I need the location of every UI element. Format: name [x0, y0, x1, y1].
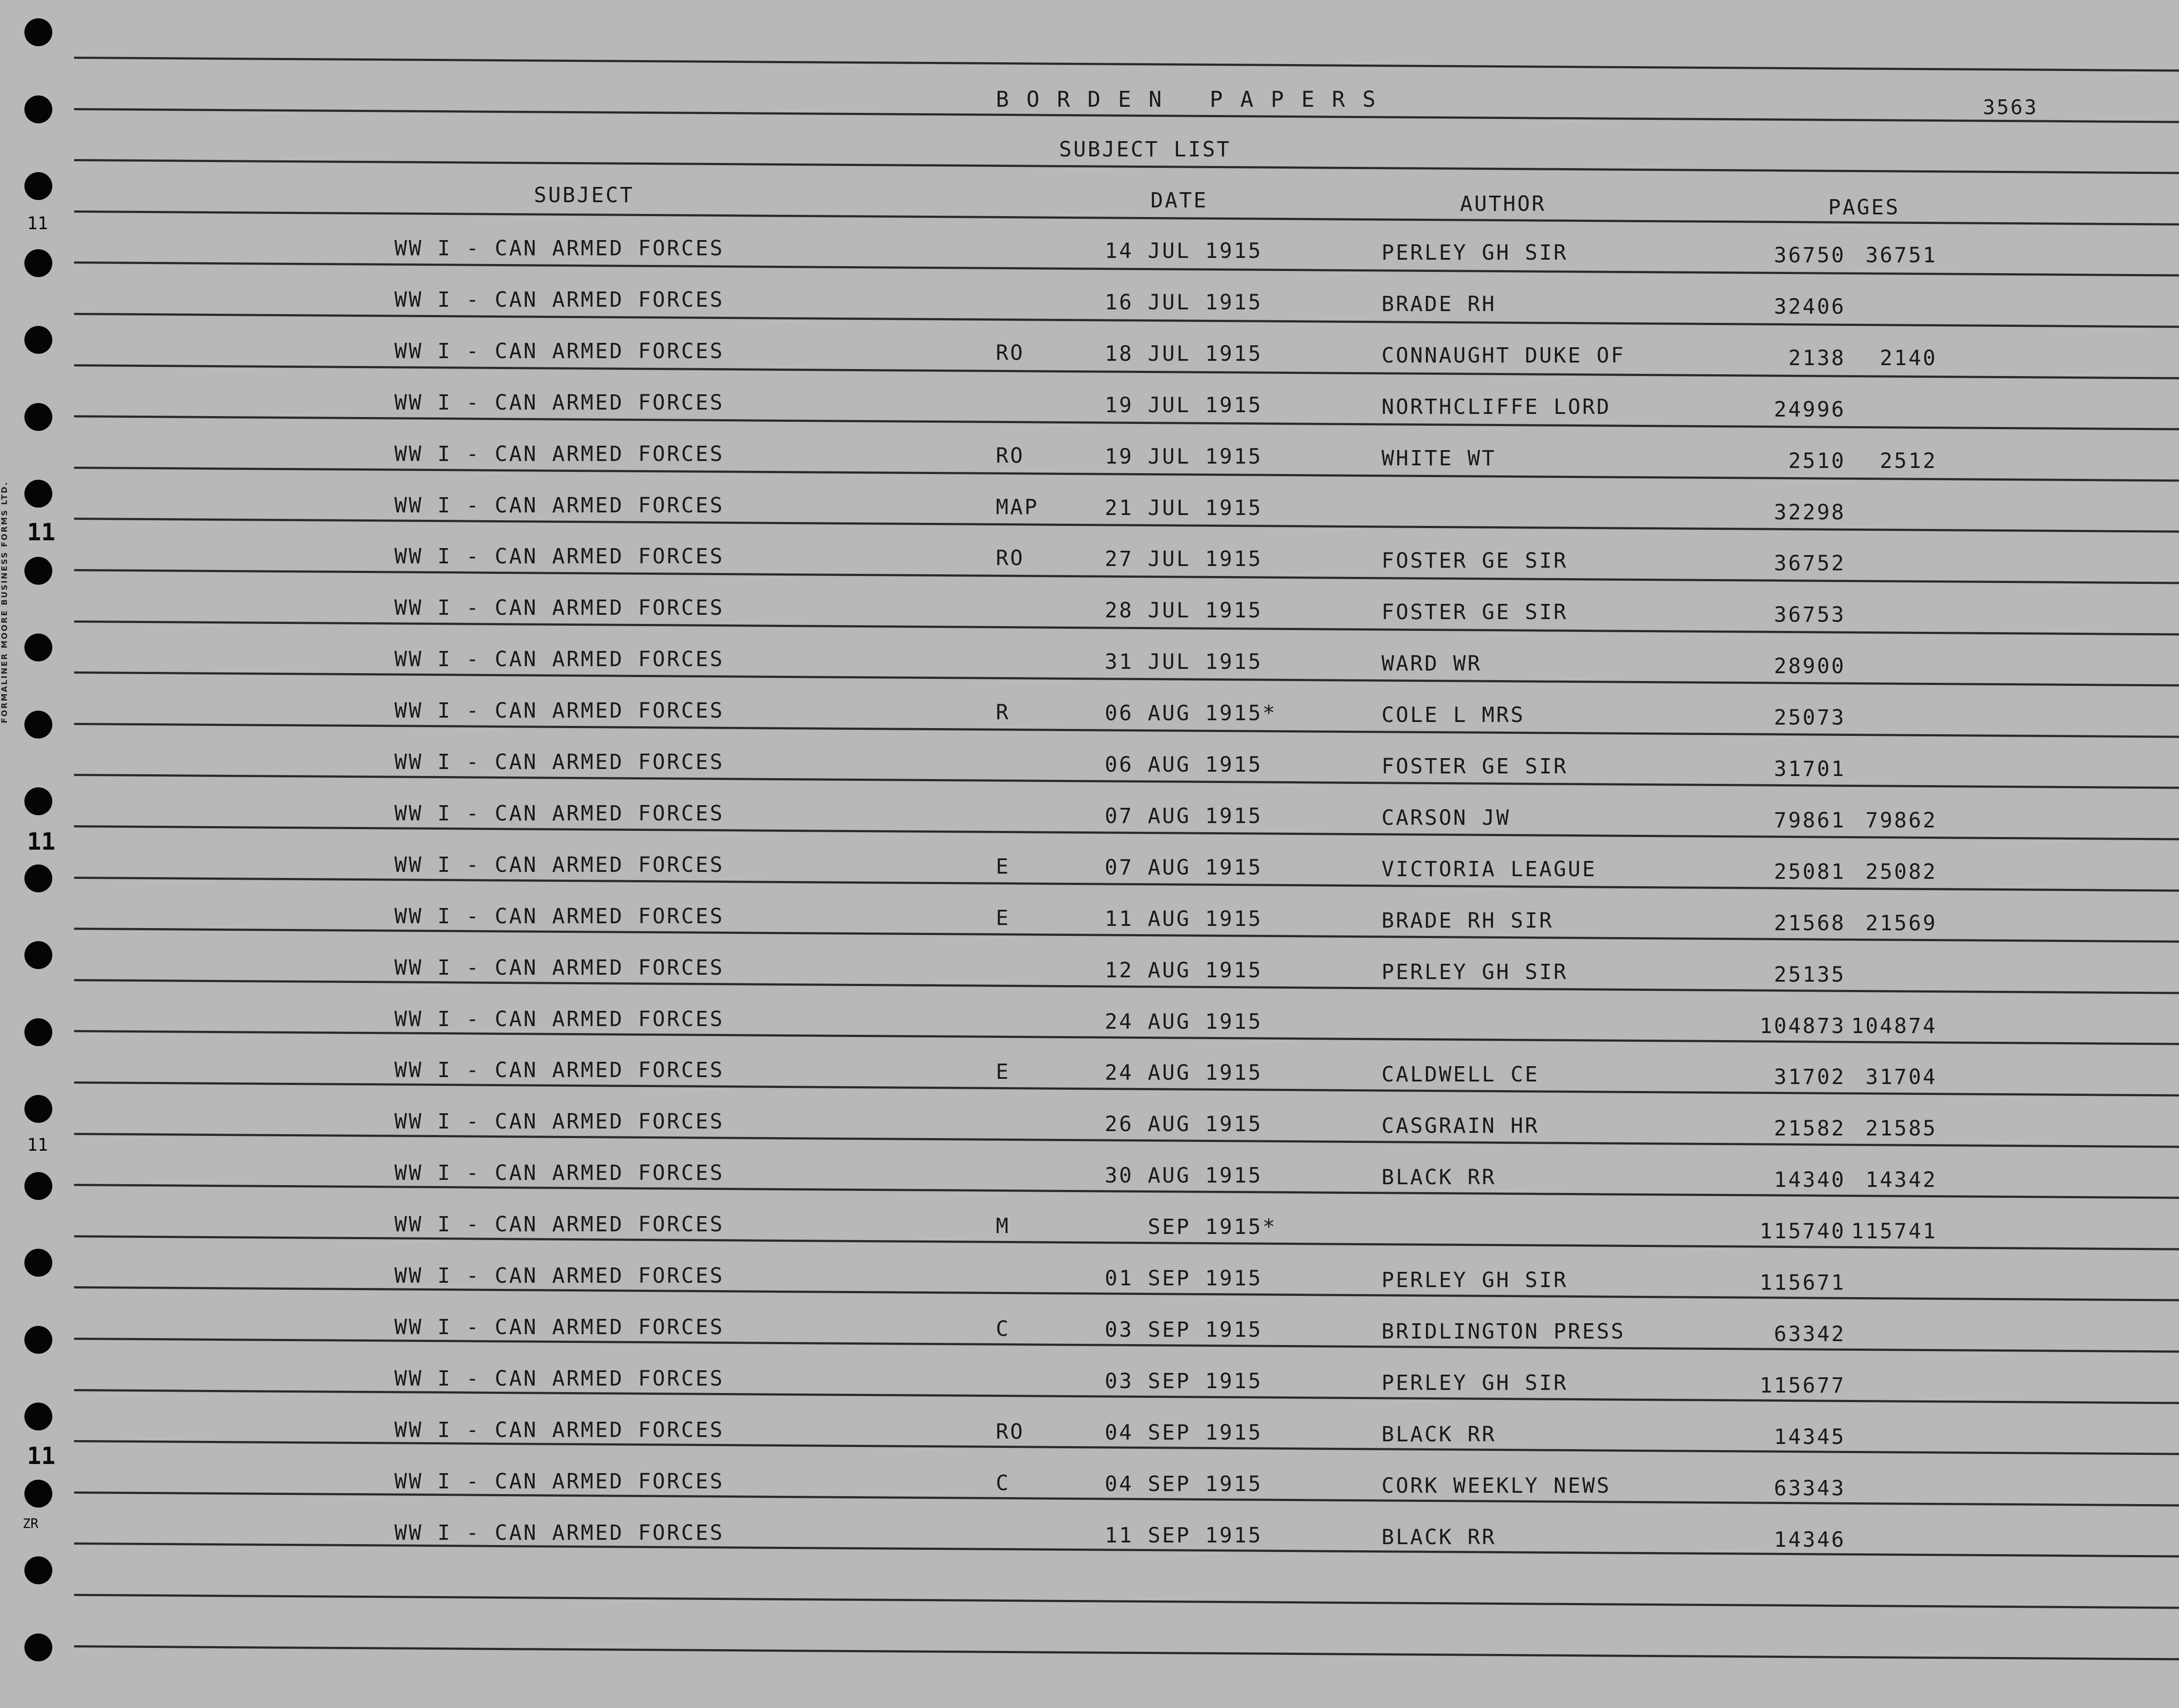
- margin-mark-left-e: ZR: [23, 1516, 39, 1532]
- cell-page-end: 79862: [1865, 808, 1937, 833]
- cell-subject: WW I - CAN ARMED FORCES: [394, 1418, 724, 1442]
- cell-author: CALDWELL CE: [1381, 1062, 1539, 1087]
- cell-subject: WW I - CAN ARMED FORCES: [394, 1109, 724, 1134]
- cell-page-start: 36750: [1774, 243, 1846, 268]
- cell-subject: WW I - CAN ARMED FORCES: [394, 1058, 724, 1082]
- cell-subject: WW I - CAN ARMED FORCES: [394, 1161, 724, 1185]
- cell-code: M: [996, 1214, 1010, 1238]
- cell-page-end: 2512: [1880, 449, 1937, 473]
- tractor-hole: [24, 1018, 52, 1046]
- cell-author: BLACK RR: [1381, 1422, 1497, 1447]
- tractor-hole: [24, 634, 52, 661]
- tractor-hole: [24, 403, 52, 431]
- cell-date: 26 AUG 1915: [1105, 1112, 1263, 1136]
- margin-mark-left-a: 11: [27, 518, 56, 546]
- cell-subject: WW I - CAN ARMED FORCES: [394, 390, 724, 415]
- cell-page-end: 115741: [1851, 1219, 1937, 1244]
- cell-code: E: [996, 1060, 1010, 1084]
- cell-date: 19 JUL 1915: [1105, 393, 1263, 417]
- cell-code: C: [996, 1317, 1010, 1341]
- cell-page-end: 104874: [1851, 1014, 1937, 1038]
- cell-page-end: 21585: [1865, 1116, 1937, 1141]
- cell-subject: WW I - CAN ARMED FORCES: [394, 698, 724, 723]
- cell-author: FOSTER GE SIR: [1381, 549, 1568, 573]
- cell-date: 30 AUG 1915: [1105, 1163, 1263, 1188]
- cell-date: 12 AUG 1915: [1105, 958, 1263, 983]
- cell-date: 19 JUL 1915: [1105, 444, 1263, 469]
- cell-page-start: 24996: [1774, 397, 1846, 422]
- cell-date: 14 JUL 1915: [1105, 239, 1263, 263]
- cell-page-start: 115677: [1759, 1373, 1846, 1398]
- cell-subject: WW I - CAN ARMED FORCES: [394, 853, 724, 877]
- cell-page-start: 2138: [1788, 346, 1846, 370]
- cell-date: 03 SEP 1915: [1105, 1369, 1263, 1393]
- tractor-hole: [24, 18, 52, 46]
- cell-author: BRADE RH: [1381, 292, 1497, 316]
- cell-page-end: 36751: [1865, 243, 1937, 268]
- cell-date: SEP 1915*: [1105, 1215, 1277, 1239]
- tractor-hole: [24, 172, 52, 200]
- column-header-date: DATE: [1151, 188, 1208, 213]
- tractor-hole: [24, 1480, 52, 1508]
- cell-code: RO: [996, 1420, 1025, 1444]
- cell-page-start: 25135: [1774, 962, 1846, 987]
- cell-author: BRIDLINGTON PRESS: [1381, 1319, 1626, 1344]
- cell-page-start: 63342: [1774, 1322, 1846, 1346]
- cell-page-start: 14346: [1774, 1528, 1846, 1552]
- cell-subject: WW I - CAN ARMED FORCES: [394, 1521, 724, 1545]
- cell-date: 07 AUG 1915: [1105, 855, 1263, 880]
- cell-page-end: 21569: [1865, 911, 1937, 935]
- cell-subject: WW I - CAN ARMED FORCES: [394, 1366, 724, 1391]
- tractor-hole: [24, 1172, 52, 1200]
- cell-page-start: 21568: [1774, 911, 1846, 935]
- cell-date: 06 AUG 1915: [1105, 752, 1263, 777]
- ruled-line: [74, 313, 2179, 328]
- cell-date: 24 AUG 1915: [1105, 1061, 1263, 1085]
- cell-date: 27 JUL 1915: [1105, 547, 1263, 571]
- page-number: 3563: [1983, 95, 2038, 119]
- cell-code: E: [996, 906, 1010, 930]
- cell-subject: WW I - CAN ARMED FORCES: [394, 956, 724, 980]
- cell-author: WHITE WT: [1381, 446, 1497, 471]
- cell-author: COLE L MRS: [1381, 703, 1525, 727]
- cell-subject: WW I - CAN ARMED FORCES: [394, 647, 724, 671]
- cell-author: PERLEY GH SIR: [1381, 1371, 1568, 1395]
- cell-author: BRADE RH SIR: [1381, 908, 1554, 933]
- cell-author: PERLEY GH SIR: [1381, 1268, 1568, 1292]
- column-header-author: AUTHOR: [1460, 192, 1546, 216]
- tractor-hole: [24, 1633, 52, 1661]
- tractor-hole: [24, 1326, 52, 1354]
- cell-author: CASGRAIN HR: [1381, 1114, 1539, 1138]
- cell-subject: WW I - CAN ARMED FORCES: [394, 1469, 724, 1494]
- tractor-hole: [24, 95, 52, 123]
- cell-author: CARSON JW: [1381, 806, 1511, 830]
- cell-page-start: 2510: [1788, 449, 1846, 473]
- cell-date: 03 SEP 1915: [1105, 1318, 1263, 1342]
- cell-subject: WW I - CAN ARMED FORCES: [394, 544, 724, 569]
- document-subtitle: SUBJECT LIST: [1059, 137, 1231, 162]
- cell-page-start: 25081: [1774, 860, 1846, 884]
- tractor-hole: [24, 1249, 52, 1277]
- cell-subject: WW I - CAN ARMED FORCES: [394, 750, 724, 774]
- cell-page-start: 63343: [1774, 1476, 1846, 1501]
- cell-author: PERLEY GH SIR: [1381, 960, 1568, 984]
- cell-subject: WW I - CAN ARMED FORCES: [394, 236, 724, 261]
- ruled-line: [74, 1594, 2179, 1609]
- ruled-line: [74, 415, 2179, 430]
- cell-date: 01 SEP 1915: [1105, 1266, 1263, 1291]
- printer-imprint: FORMALINER MOORE BUSINESS FORMS LTD.: [0, 481, 9, 723]
- cell-date: 04 SEP 1915: [1105, 1472, 1263, 1496]
- cell-author: BLACK RR: [1381, 1165, 1497, 1190]
- margin-mark-left-top: 11: [27, 214, 48, 234]
- cell-page-start: 104873: [1759, 1014, 1846, 1038]
- cell-page-start: 14340: [1774, 1168, 1846, 1192]
- cell-author: FOSTER GE SIR: [1381, 754, 1568, 779]
- cell-subject: WW I - CAN ARMED FORCES: [394, 1007, 724, 1031]
- tractor-hole: [24, 711, 52, 739]
- ruled-line: [74, 57, 2179, 72]
- margin-mark-left-d: 11: [27, 1442, 56, 1470]
- cell-date: 21 JUL 1915: [1105, 496, 1263, 520]
- tractor-hole: [24, 1403, 52, 1430]
- cell-author: NORTHCLIFFE LORD: [1381, 395, 1611, 419]
- cell-date: 11 SEP 1915: [1105, 1523, 1263, 1548]
- cell-page-start: 25073: [1774, 705, 1846, 730]
- tractor-hole: [24, 326, 52, 354]
- cell-subject: WW I - CAN ARMED FORCES: [394, 1212, 724, 1237]
- margin-mark-left-c: 11: [27, 1135, 48, 1155]
- cell-date: 06 AUG 1915*: [1105, 701, 1277, 725]
- tractor-hole: [24, 249, 52, 277]
- cell-page-start: 115740: [1759, 1219, 1846, 1244]
- cell-subject: WW I - CAN ARMED FORCES: [394, 339, 724, 363]
- cell-date: 18 JUL 1915: [1105, 342, 1263, 366]
- tractor-hole: [24, 787, 52, 815]
- cell-code: R: [996, 700, 1010, 725]
- cell-author: CONNAUGHT DUKE OF: [1381, 343, 1626, 368]
- cell-subject: WW I - CAN ARMED FORCES: [394, 288, 724, 312]
- cell-author: PERLEY GH SIR: [1381, 241, 1568, 265]
- cell-page-end: 14342: [1865, 1168, 1937, 1192]
- cell-subject: WW I - CAN ARMED FORCES: [394, 801, 724, 826]
- ruled-line: [74, 620, 2179, 636]
- document-title: BORDEN PAPERS: [996, 87, 1393, 112]
- cell-code: C: [996, 1471, 1010, 1495]
- cell-page-start: 31701: [1774, 757, 1846, 781]
- ruled-line: [74, 1645, 2179, 1661]
- cell-date: 28 JUL 1915: [1105, 598, 1263, 623]
- margin-mark-left-b: 11: [27, 828, 56, 855]
- cell-subject: WW I - CAN ARMED FORCES: [394, 1264, 724, 1288]
- cell-page-start: 14345: [1774, 1425, 1846, 1449]
- cell-page-end: 31704: [1865, 1065, 1937, 1089]
- cell-page-end: 25082: [1865, 860, 1937, 884]
- ruled-line: [74, 569, 2179, 584]
- tractor-hole: [24, 557, 52, 585]
- cell-author: FOSTER GE SIR: [1381, 600, 1568, 624]
- cell-page-start: 36753: [1774, 603, 1846, 627]
- cell-date: 04 SEP 1915: [1105, 1420, 1263, 1445]
- cell-page-start: 28900: [1774, 654, 1846, 678]
- cell-page-start: 31702: [1774, 1065, 1846, 1089]
- cell-date: 16 JUL 1915: [1105, 290, 1263, 315]
- tractor-hole: [24, 1556, 52, 1584]
- cell-code: E: [996, 854, 1010, 879]
- cell-author: CORK WEEKLY NEWS: [1381, 1474, 1611, 1498]
- cell-subject: WW I - CAN ARMED FORCES: [394, 904, 724, 929]
- cell-subject: WW I - CAN ARMED FORCES: [394, 442, 724, 466]
- tractor-hole: [24, 1095, 52, 1123]
- cell-page-start: 115671: [1759, 1271, 1846, 1295]
- cell-date: 24 AUG 1915: [1105, 1010, 1263, 1034]
- cell-page-start: 36752: [1774, 551, 1846, 576]
- cell-page-start: 32406: [1774, 295, 1846, 319]
- cell-code: RO: [996, 546, 1025, 570]
- cell-page-start: 21582: [1774, 1116, 1846, 1141]
- tractor-hole: [24, 941, 52, 969]
- cell-author: VICTORIA LEAGUE: [1381, 857, 1597, 881]
- cell-subject: WW I - CAN ARMED FORCES: [394, 1315, 724, 1339]
- cell-code: RO: [996, 341, 1025, 365]
- tractor-hole: [24, 864, 52, 892]
- cell-page-end: 2140: [1880, 346, 1937, 370]
- cell-page-start: 79861: [1774, 808, 1846, 833]
- cell-date: 31 JUL 1915: [1105, 650, 1263, 674]
- cell-author: BLACK RR: [1381, 1525, 1497, 1549]
- cell-subject: WW I - CAN ARMED FORCES: [394, 596, 724, 620]
- column-header-subject: SUBJECT: [534, 183, 635, 207]
- cell-code: MAP: [996, 495, 1039, 519]
- cell-subject: WW I - CAN ARMED FORCES: [394, 493, 724, 518]
- tractor-hole: [24, 480, 52, 508]
- cell-author: WARD WR: [1381, 651, 1482, 676]
- cell-page-start: 32298: [1774, 500, 1846, 525]
- cell-code: RO: [996, 444, 1025, 468]
- cell-date: 11 AUG 1915: [1105, 907, 1263, 931]
- column-header-pages: PAGES: [1828, 195, 1900, 220]
- cell-date: 07 AUG 1915: [1105, 804, 1263, 828]
